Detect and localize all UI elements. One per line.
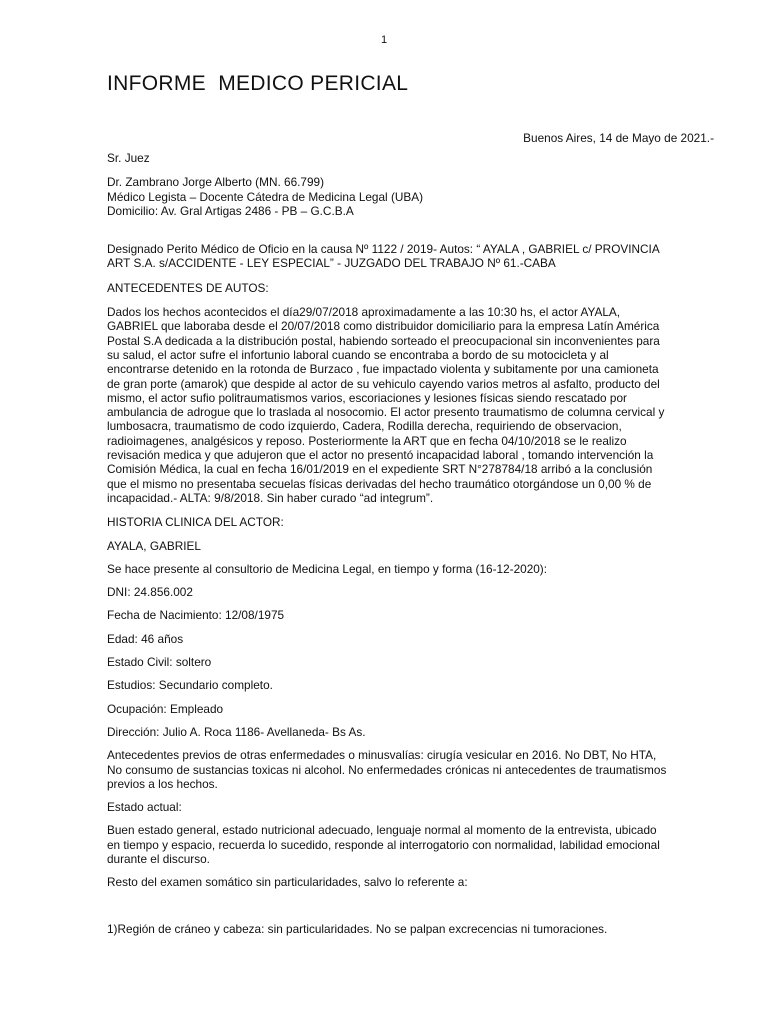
patient-name: AYALA, GABRIEL: [107, 538, 201, 553]
civil-status-line: Estado Civil: soltero: [107, 655, 212, 670]
dni-line: DNI: 24.856.002: [107, 585, 193, 600]
current-state-paragraph: Buen estado general, estado nutricional adecuado, lenguaje normal al momento de la entrevista, ubicado en tiempo y espacio, recuerda lo sucedido, responde al interrogatorio con normalidad, labilidad emocional durante el discurso.: [107, 823, 660, 866]
report-title: INFORME MEDICO PERICIAL: [107, 72, 409, 95]
presentation-line: Se hace presente al consultorio de Medicina Legal, en tiempo y forma (16-12-2020):: [107, 561, 548, 576]
birth-date-line: Fecha de Nacimiento: 12/08/1975: [107, 608, 285, 623]
date-line: Buenos Aires, 14 de Mayo de 2021.-: [523, 131, 714, 145]
signatory-block: Dr. Zambrano Jorge Alberto (MN. 66.799) Médico Legista – Docente Cátedra de Medicina Legal (UBA) Domicilio: Av. Gral Artigas 2486 - PB – G.C.B.A: [107, 175, 424, 218]
designation-paragraph: Designado Perito Médico de Oficio en la causa Nº 1122 / 2019- Autos: “ AYALA , GABRIEL c/ PROVINCIA ART S.A. s/ACCIDENTE - LEY ESPECIAL” - JUZGADO DEL TRABAJO Nº 61.-CABA: [107, 242, 660, 271]
antecedentes-heading: ANTECEDENTES DE AUTOS:: [107, 280, 269, 295]
prior-history-paragraph: Antecedentes previos de otras enfermedades o minusvalías: cirugía vesicular en 2016. No DBT, No HTA, No consumo de sustancias toxicas ni alcohol. No enfermedades crónicas ni antecedentes de traumatismos previos a los hechos.: [107, 748, 667, 791]
address-line: Dirección: Julio A. Roca 1186- Avellaneda- Bs As.: [107, 724, 366, 739]
antecedentes-paragraph: Dados los hechos acontecidos el día29/07/2018 aproximadamente a las 10:30 hs, el actor AYALA, GABRIEL que laboraba desde el 20/07/2018 como distribuidor domiciliario para la empresa Latín América Postal S.A dedicada a la distribución postal, habiendo sorteado el preocupacional sin inconvenientes para su salud, el actor sufre el infortunio laboral cuando se encontraba a bordo de su motocicleta y al encontrarse detenido en la rotonda de Burzaco , fue impactado violenta y subitamente por una camioneta de gran porte (amarok) que despide al actor de su vehiculo cayendo varios metros al asfalto, producto del mismo, el actor sufio politraumatismos varios, escoriaciones y lesiones físicas siendo rescatado por ambulancia de adrogue que lo traslada al nosocomio. El actor presento traumatismo de columna cervical y lumbosacra, traumatismo de codo izquierdo, Cadera, Rodilla derecha, requiriendo de observacion, radioimagenes, analgésicos y reposo. Posteriormente la ART que en fecha 04/10/2018 se le realizo revisación medica y que adujeron que el actor no presentó incapacidad laboral , tomando intervención la Comisión Médica, la cual en fecha 16/01/2019 en el expediente SRT N°278784/18 arribó a la conclusión que el mismo no presentaba secuelas físicas derivadas del hecho traumático otorgándose un 0,00 % de incapacidad.- ALTA: 9/8/2018. Sin haber curado “ad integrum”.: [107, 305, 665, 505]
age-line: Edad: 46 años: [107, 631, 184, 646]
occupation-line: Ocupación: Empleado: [107, 701, 224, 716]
exam-intro: Resto del examen somático sin particularidades, salvo lo referente a:: [107, 875, 468, 890]
addressee: Sr. Juez: [107, 151, 150, 165]
exam-item-1: 1)Región de cráneo y cabeza: sin particularidades. No se palpan excrecencias ni tumoraciones.: [107, 921, 608, 936]
report-body: [107, 151, 667, 944]
current-state-heading: Estado actual:: [107, 800, 182, 815]
page-number: 1: [380, 34, 388, 46]
historia-heading: HISTORIA CLINICA DEL ACTOR:: [107, 515, 284, 530]
studies-line: Estudios: Secundario completo.: [107, 678, 273, 693]
